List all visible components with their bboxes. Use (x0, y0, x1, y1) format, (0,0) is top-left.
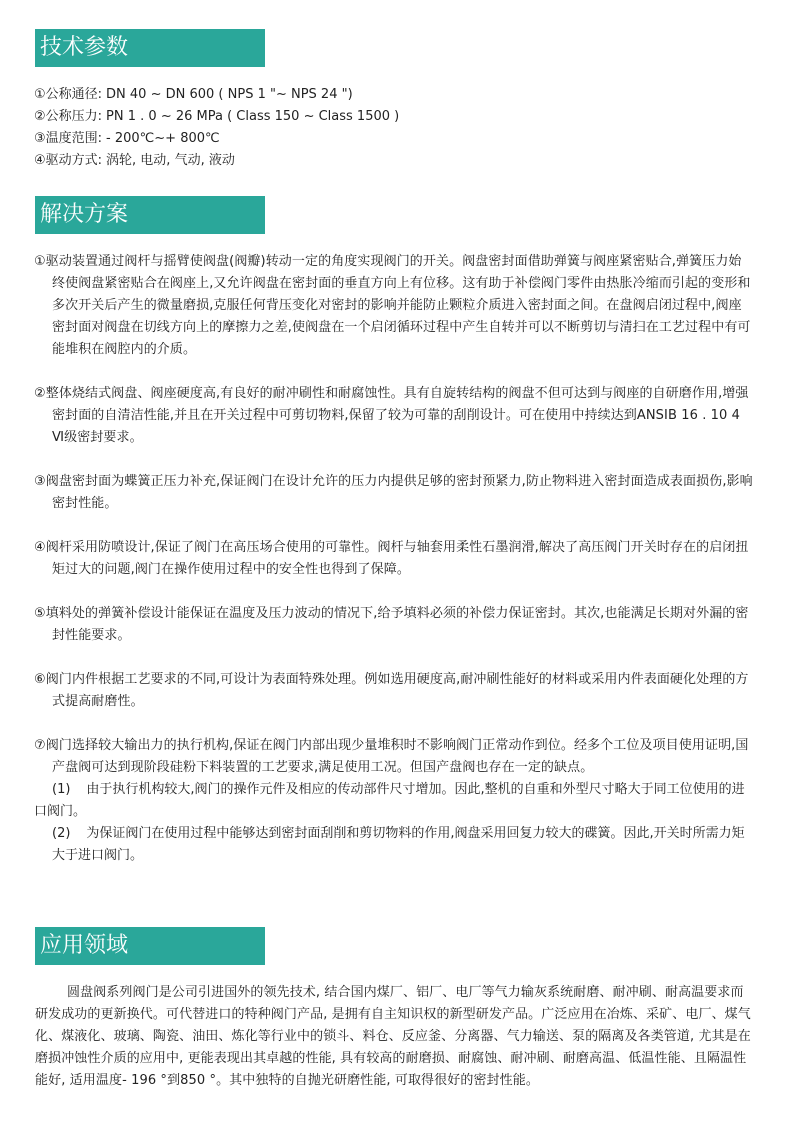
section-header-solution: 解决方案 (35, 196, 265, 234)
spec-label: ④驱动方式: (34, 153, 103, 168)
spec-label: ②公称压力: (34, 109, 103, 124)
spec-value: PN 1 . 0 ~ 26 MPa ( Class 150 ~ Class 1500 ) (106, 109, 400, 124)
solution-item-4: ④阀杆采用防喷设计,保证了阀门在高压场合使用的可靠性。阀杆与轴套用柔性石墨润滑,解决了高压阀门开关时存在的启闭扭矩过大的问题,阀门在操作使用过程中的安全性也得到了保障。 (34, 540, 749, 577)
spec-value: 涡轮, 电动, 气动, 液动 (106, 153, 235, 168)
spec-value: - 200℃~+ 800℃ (106, 131, 220, 146)
spec-list (34, 84, 754, 172)
spec-label: ①公称通径: (34, 87, 103, 102)
sub-text: 由于执行机构较大,阀门的操作元件及相应的传动部件尺寸增加。因此,整机的自重和外型尺寸略大于同工位使用的进口阀门。 (34, 782, 745, 819)
spec-label: ③温度范围: (34, 131, 103, 146)
sub-text: 为保证阀门在使用过程中能够达到密封面刮削和剪切物料的作用,阀盘采用回复力较大的碟簧。因此,开关时所需力矩大于进口阀门。 (52, 826, 745, 863)
solution-item-3: ③阀盘密封面为蝶簧正压力补充,保证阀门在设计允许的压力内提供足够的密封预紧力,防止物料进入密封面造成表面损伤,影响密封性能。 (34, 474, 753, 511)
sub-number: (1) (52, 782, 71, 797)
spec-item-drive (34, 150, 754, 172)
solution-7-sub-2 (34, 823, 754, 867)
spec-item-pressure (34, 106, 754, 128)
solution-item-6: ⑥阀门内件根据工艺要求的不同,可设计为表面特殊处理。例如选用硬度高,耐冲刷性能好的材料或采用内件表面硬化处理的方式提高耐磨性。 (34, 672, 749, 709)
solution-item-7: ⑦阀门选择较大输出力的执行机构,保证在阀门内部出现少量堆积时不影响阀门正常动作到位。经多个工位及项目使用证明,国产盘阀可达到现阶段硅粉下料装置的工艺要求,满足使用工况。但国产盘阀也存在一定的缺点。 (34, 738, 749, 775)
spec-item-diameter (34, 84, 754, 106)
solution-item-5: ⑤填料处的弹簧补偿设计能保证在温度及压力波动的情况下,给予填料必须的补偿力保证密封。其次,也能满足长期对外漏的密封性能要求。 (34, 606, 749, 643)
solution-7-sub-1 (34, 779, 754, 823)
section-header-tech: 技术参数 (35, 29, 265, 67)
spec-value: DN 40 ~ DN 600 ( NPS 1 "~ NPS 24 ") (106, 87, 353, 102)
solution-item-2: ②整体烧结式阀盘、阀座硬度高,有良好的耐冲刷性和耐腐蚀性。具有自旋转结构的阀盘不但可达到与阀座的自研磨作用,增强密封面的自清洁性能,并且在开关过程中可剪切物料,保留了较为可靠的刮削设计。可在使用中持续达到ANSIB 16 . 10 4 Ⅵ级密封要求。 (34, 386, 749, 445)
section-header-application: 应用领域 (35, 927, 265, 965)
application-paragraph: 圆盘阀系列阀门是公司引进国外的领先技术, 结合国内煤厂、铝厂、电厂等气力输灰系统耐磨、耐冲刷、耐高温要求而研发成功的更新换代。可代替进口的特种阀门产品, 是拥有自主知识权的新型研发产品。广泛应用在冶炼、采矿、电厂、煤气化、煤液化、玻璃、陶瓷、油田、炼化等行业中的锁斗、料仓、反应釜、分离器、气力输送、泵的隔离及各类管道, 尤其是在磨损冲蚀性介质的应用中, 更能表现出其卓越的性能, 具有较高的耐磨损、耐腐蚀、耐冲刷、耐磨高温、低温性能、且隔温性能好, 适用温度- 196 °到850 °。其中独特的自抛光研磨性能, 可取得很好的密封性能。 (35, 985, 751, 1088)
solution-item-1: ①驱动装置通过阀杆与摇臂使阀盘(阀瓣)转动一定的角度实现阀门的开关。阀盘密封面借助弹簧与阀座紧密贴合,弹簧压力始终使阀盘紧密贴合在阀座上,又允许阀盘在密封面的垂直方向上有位移。这有助于补偿阀门零件由热胀冷缩而引起的变形和多次开关后产生的微量磨损,克服任何背压变化对密封的影响并能防止颗粒介质进入密封面之间。在盘阀启闭过程中,阀座密封面对阀盘在切线方向上的摩擦力之差,使阀盘在一个启闭循环过程中产生自转并可以不断剪切与清扫在工艺过程中有可能堆积在阀腔内的介质。 (34, 254, 751, 357)
sub-number: (2) (52, 826, 71, 841)
spec-item-temperature (34, 128, 754, 150)
